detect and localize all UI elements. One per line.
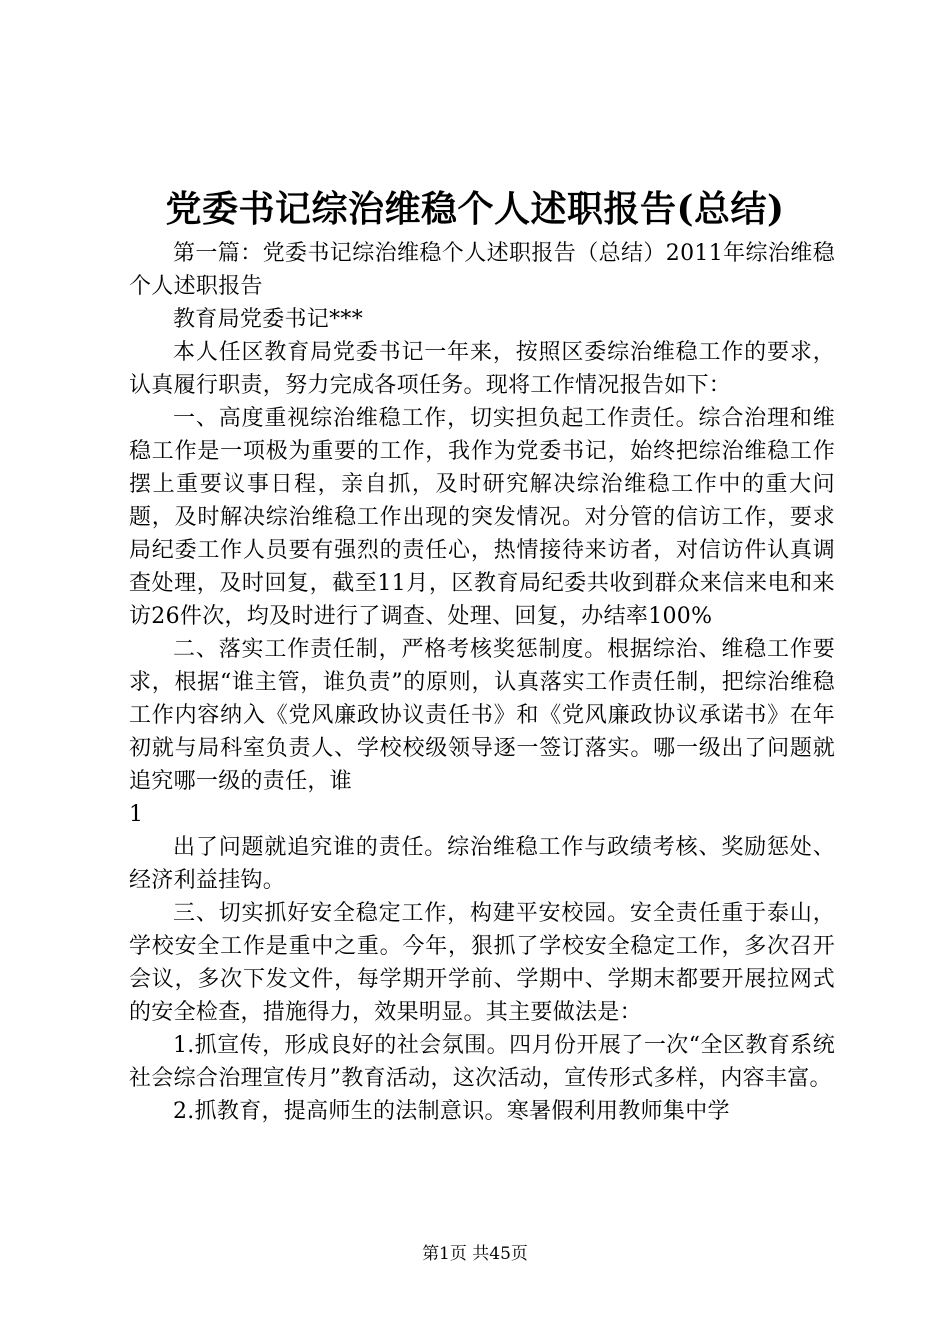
paragraph-item-two: 2.抓教育，提高师生的法制意识。寒暑假利用教师集中学 [173, 1099, 730, 1124]
paragraph-item-one: 1.抓宣传，形成良好的社会氛围。四月份开展了一次“全区教育系统社会综合治理宣传月”教育活动，这次活动，宣传形式多样，内容丰富。 [129, 1033, 835, 1091]
paragraph-continuation: 出了问题就追究谁的责任。综治维稳工作与政绩考核、奖励惩处、经济利益挂钩。 [129, 835, 835, 893]
paragraph-author: 教育局党委书记*** [173, 307, 364, 332]
document-body [129, 237, 835, 1128]
paragraph-intro: 本人任区教育局党委书记一年来，按照区委综治维稳工作的要求，认真履行职责，努力完成各项任务。现将工作情况报告如下： [129, 340, 835, 398]
paragraph-section-three: 三、切实抓好安全稳定工作，构建平安校园。安全责任重于泰山，学校安全工作是重中之重。今年，狠抓了学校安全稳定工作，多次召开会议，多次下发文件，每学期开学前、学期中、学期末都要开展拉网式的安全检查，措施得力，效果明显。其主要做法是： [129, 901, 835, 1025]
document-title: 党委书记综治维稳个人述职报告(总结) [165, 188, 785, 230]
page-footer: 第1页 共45页 [422, 1244, 528, 1264]
paragraph-heading-first: 第一篇：党委书记综治维稳个人述职报告（总结）2011年综治维稳个人述职报告 [129, 241, 835, 299]
paragraph-section-two: 二、落实工作责任制，严格考核奖惩制度。根据综治、维稳工作要求，根据“谁主管，谁负责”的原则，认真落实工作责任制，把综治维稳工作内容纳入《党风廉政协议责任书》和《党风廉政协议承诺书》在年初就与局科室负责人、学校校级领导逐一签订落实。哪一级出了问题就追究哪一级的责任，谁 [129, 637, 835, 794]
inline-page-number: 1 [129, 802, 143, 827]
paragraph-section-one: 一、高度重视综治维稳工作，切实担负起工作责任。综合治理和维稳工作是一项极为重要的工作，我作为党委书记，始终把综治维稳工作摆上重要议事日程，亲自抓，及时研究解决综治维稳工作中的重大问题，及时解决综治维稳工作出现的突发情况。对分管的信访工作，要求局纪委工作人员要有强烈的责任心，热情接待来访者，对信访件认真调查处理，及时回复，截至11月，区教育局纪委共收到群众来信来电和来访26件次，均及时进行了调查、处理、回复，办结率100% [129, 406, 835, 629]
